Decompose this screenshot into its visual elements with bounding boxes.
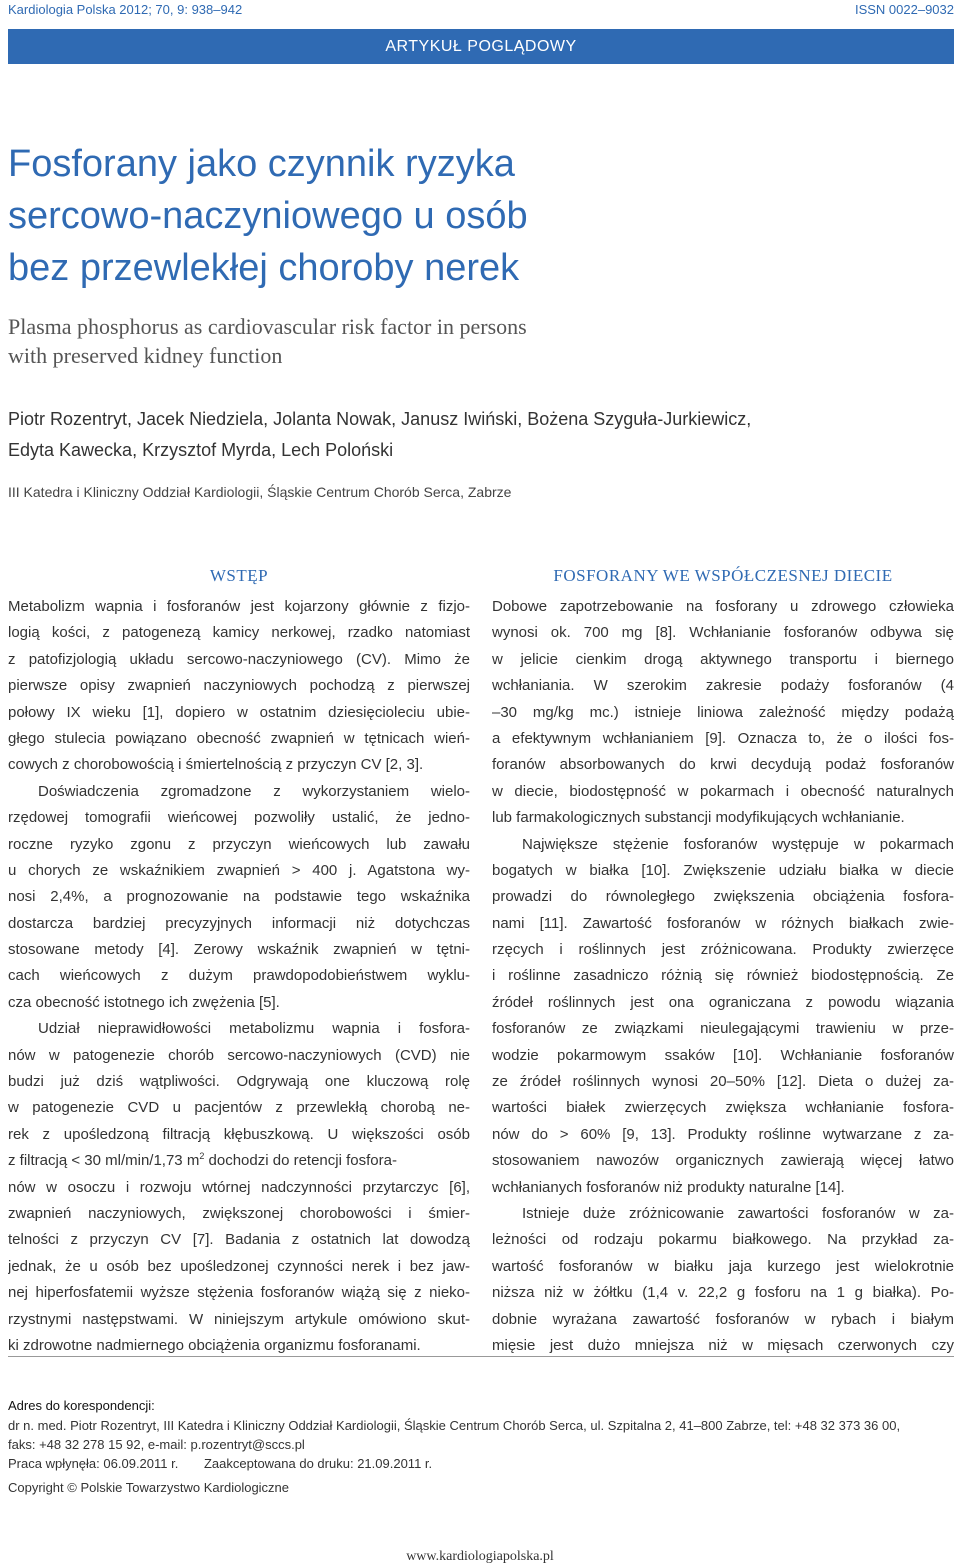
journal-website[interactable]: www.kardiologiapolska.pl	[406, 1549, 554, 1564]
text-line: wchłaniania. W szerokim zakresie podaży fosforanów (4	[492, 677, 954, 695]
text-fragment: z filtracją < 30 ml/min/1,73 m	[8, 1152, 200, 1170]
text-line: niższa niż w żółtku (1,4 v. 22,2 g fosforu na 1 g białka). Po-	[492, 1284, 954, 1302]
text-line: rek z upośledzoną filtracją kłębuszkową. U większości osób	[8, 1125, 470, 1143]
text-line: wodzie pokarmowym ssaków [10]. Wchłanianie fosforanów	[492, 1046, 954, 1064]
journal-reference: Kardiologia Polska 2012; 70, 9: 938–942	[8, 2, 243, 17]
accepted-label: Zaakceptowana do druku:	[203, 1456, 354, 1471]
text-line: ki zdrowotne nadmiernego obciążenia organizmu fosforanami.	[8, 1336, 421, 1354]
text-line: lub farmakologicznych substancji modyfikujących wchłanianie.	[492, 809, 905, 827]
text-line: w jelicie cienkim drogą aktywnego transportu i biernego	[492, 650, 954, 668]
text-line: leżności od rodzaju pokarmu białkowego. Na przykład za-	[492, 1231, 954, 1249]
accepted-date: 21.09.2011 r.	[357, 1456, 433, 1471]
issn: ISSN 0022–9032	[854, 2, 954, 17]
text-line: u chorych ze wskaźnikiem zwapnień > 400 j. Agatstona wy-	[8, 861, 470, 879]
correspondence-contact: faks: +48 32 278 15 92, e-mail: p.rozentryt@sccs.pl	[8, 1437, 305, 1452]
received-date: 06.09.2011 r.	[103, 1456, 179, 1471]
text-line: rzęcych i roślinnych jest zróżnicowana. Produkty zwierzęce	[492, 941, 954, 959]
text-line: ze źródeł roślinnych wynosi 20–50% [12]. Dieta o dużej za-	[492, 1073, 954, 1091]
text-line: połowy IX wieku [1], dopiero w ostatnim dziesięcioleciu ubie-	[8, 703, 470, 721]
correspondence-address: dr n. med. Piotr Rozentryt, III Katedra i Kliniczny Oddział Kardiologii, Śląskie Centrum Chorób Serca, ul. Szpitalna 2, 41–800 Zabrze, tel: +48 32 373 36 00,	[8, 1418, 901, 1433]
section-banner: ARTYKUŁ POGLĄDOWY	[8, 29, 954, 64]
text-line: nów w osoczu i rozwoju wtórnej nadczynności przytarczyc [6],	[8, 1178, 470, 1196]
copyright-notice: Copyright © Polskie Towarzystwo Kardiologiczne	[8, 1480, 290, 1495]
author-list	[8, 404, 953, 466]
title-line: bez przewlekłej choroby nerek	[8, 247, 520, 289]
text-line: a efektywnym wchłanianiem [9]. Oznacza to, że o ilości fos-	[492, 729, 954, 747]
running-header	[8, 0, 954, 22]
text-line: nej hiperfosfatemii wyższe stężenia fosforanów wiążą się z nieko-	[8, 1284, 470, 1302]
text-line: nów do > 60% [9, 13]. Produkty roślinne wytwarzane z za-	[492, 1125, 954, 1143]
text-line: wartości białek zwierzęcych zwiększa wchłanianie fosfora-	[492, 1099, 954, 1117]
title-line: sercowo-naczyniowego u osób	[8, 195, 528, 237]
text-line: wartość fosforanów w białku jaja kurzego jest wielokrotnie	[492, 1257, 954, 1275]
received-label: Praca wpłynęła:	[8, 1456, 100, 1471]
text-line: stosowaniem nawozów organicznych zawierają więcej łatwo	[492, 1152, 954, 1170]
text-line: budzi już dziś wątpliwości. Odgrywają one kluczową rolę	[8, 1073, 470, 1091]
text-line-with-superscript	[8, 1148, 470, 1174]
authors-line: Piotr Rozentryt, Jacek Niedziela, Jolanta Nowak, Janusz Iwiński, Bożena Szyguła-Jurkiewicz,	[8, 409, 752, 429]
text-line: nów w patogenezie chorób sercowo-naczyniowych (CVD) nie	[8, 1046, 470, 1064]
text-line: cach wieńcowych z dużym prawdopodobieństwem wyklu-	[8, 967, 470, 985]
text-line: prowadzi do równoległego zwiększenia obciążenia fosfora-	[492, 888, 954, 906]
section-heading-diet: FOSFORANY WE WSPÓŁCZESNEJ DIECIE	[553, 566, 893, 585]
text-fragment: dochodzi do retencji fosfora-	[204, 1152, 397, 1170]
right-column	[492, 564, 954, 1359]
text-line: cza obecność istotnego ich zwężenia [5].	[8, 993, 280, 1011]
text-line: zwapnień naczyniowych, zwiększonej chorobowości i śmier-	[8, 1204, 470, 1222]
text-line: –30 mg/kg mc.) istnieje liniowa zależność między podażą	[492, 703, 954, 721]
text-line: dostarcza bardziej precyzyjnych informacji niż dotychczas	[8, 914, 470, 932]
text-line: pierwsze opisy zwapnień naczyniowych pochodzą z pierwszej	[8, 677, 470, 695]
article-title	[8, 138, 948, 294]
text-line: dobnie wyrażana zawartość fosforanów w rybach i białym	[492, 1310, 954, 1328]
subtitle-line: Plasma phosphorus as cardiovascular risk factor in persons	[8, 314, 527, 339]
text-line: nami [11]. Zawartość fosforanów w różnych białkach zwie-	[492, 914, 954, 932]
subtitle-line: with preserved kidney function	[8, 343, 283, 368]
text-line: wynosi ok. 700 mg [8]. Wchłanianie fosforanów odbywa się	[492, 624, 954, 642]
text-line: w diecie, biodostępność w pokarmach i obecność naturalnych	[492, 782, 954, 800]
text-line: mięsie jest dużo mniejsza niż w mięsach czerwonych czy	[492, 1336, 954, 1354]
affiliation: III Katedra i Kliniczny Oddział Kardiologii, Śląskie Centrum Chorób Serca, Zabrze	[8, 484, 512, 500]
section-heading-introduction: WSTĘP	[209, 566, 269, 585]
text-line: wchłanianych fosforanów niż produkty naturalne [14].	[492, 1178, 845, 1196]
text-line: jednak, że u osób bez upośledzonej czynności nerek i bez jaw-	[8, 1257, 470, 1275]
left-column	[8, 564, 470, 1359]
text-line: stosowane metody [4]. Zerowy wskaźnik zwapnień w tętni-	[8, 941, 470, 959]
text-line: Największe stężenie fosforanów występuje w pokarmach	[522, 835, 954, 853]
text-line: cowych z chorobowością i śmiertelnością z przyczyn CV [2, 3].	[8, 756, 424, 774]
text-line: logią kości, z patogenezą kamicy nerkowej, rzadko natomiast	[8, 624, 470, 642]
authors-line: Edyta Kawecka, Krzysztof Myrda, Lech Poloński	[8, 440, 394, 460]
text-line: Dobowe zapotrzebowanie na fosforany u zdrowego człowieka	[492, 598, 954, 615]
text-line: w patogenezie CVD u pacjentów z przewlekłą chorobą ne-	[8, 1099, 470, 1117]
text-line: telności z przyczyn CV [7]. Badania z ostatnich lat dowodzą	[8, 1231, 470, 1249]
text-line: źródeł roślinnych jest ona ograniczana z powodu wiązania	[492, 993, 954, 1011]
text-line: rzystnymi następstwami. W niniejszym artykule omówiono skut-	[8, 1310, 470, 1328]
correspondence-label: Adres do korespondencji:	[8, 1398, 155, 1413]
text-line: roczne ryzyko zgonu z przyczyn wieńcowych lub zawału	[8, 835, 470, 853]
text-line: Metabolizm wapnia i fosforanów jest kojarzony głównie z fizjo-	[8, 598, 470, 615]
text-line: Udział nieprawidłowości metabolizmu wapnia i fosfora-	[38, 1020, 470, 1038]
superscript: 2	[199, 1151, 205, 1162]
text-line: Istnieje duże zróżnicowanie zawartości fosforanów w za-	[522, 1204, 954, 1222]
text-line: Doświadczenia zgromadzone z wykorzystaniem wielo-	[38, 782, 470, 800]
text-line: głego stulecia powiązano obecność zwapnień w tętnicach wień-	[8, 729, 470, 747]
text-line: z patofizjologią układu sercowo-naczyniowego (CV). Mimo że	[8, 650, 470, 668]
text-line: foranów absorbowanych do krwi decydują podaż fosforanów	[492, 756, 954, 774]
footer-divider	[8, 1356, 954, 1357]
text-line: bogatych w białka [10]. Zwiększenie udziału białka w diecie	[492, 861, 954, 879]
text-line: i roślinne zasadniczo różnią się również biodostępnością. Ze	[492, 967, 954, 985]
title-line: Fosforany jako czynnik ryzyka	[8, 143, 515, 185]
text-line: fosforanów ze związkami nieulegającymi trawieniu w prze-	[492, 1020, 954, 1038]
text-line: nosi 2,4%, a prognozowanie na podstawie tego wskaźnika	[8, 888, 470, 906]
submission-dates	[8, 1456, 954, 1471]
text-line: rzędowej tomografii wieńcowej pozwoliły ustalić, że jedno-	[8, 809, 470, 827]
english-title	[8, 312, 948, 370]
